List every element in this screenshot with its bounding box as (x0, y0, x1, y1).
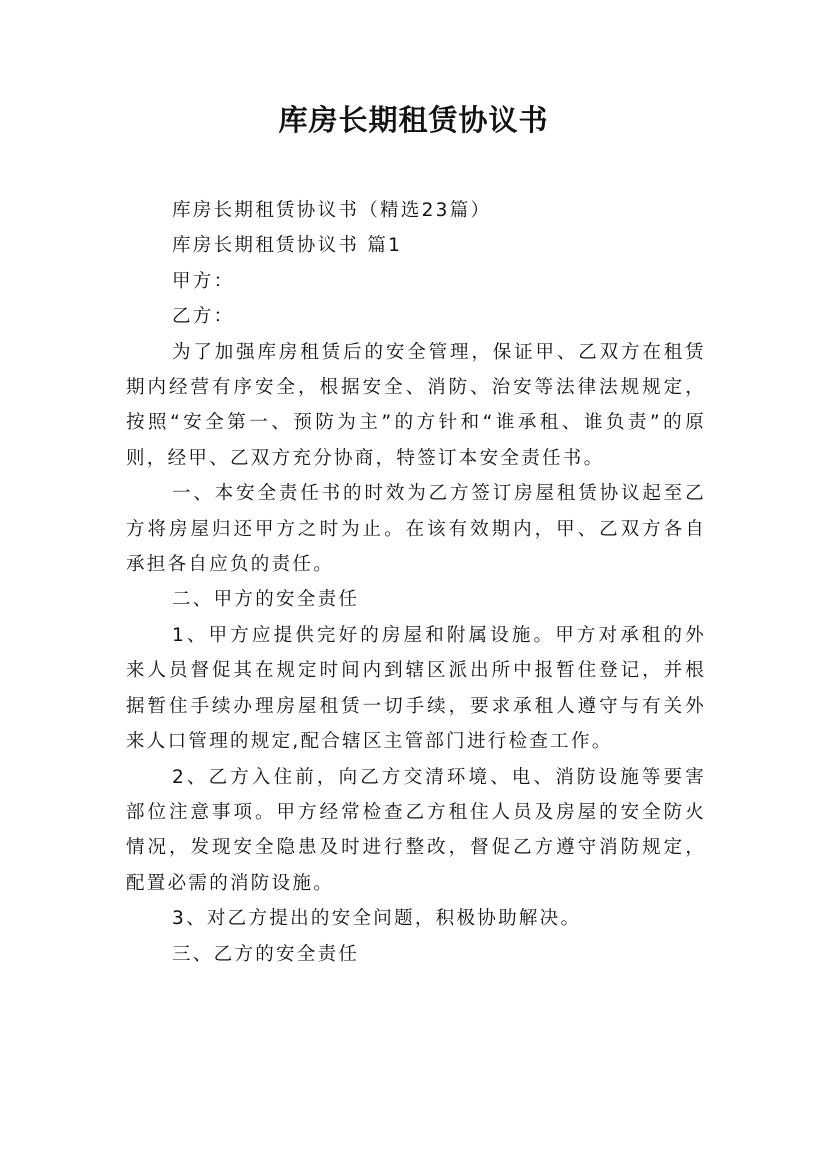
clause-paragraph: 2、乙方入住前，向乙方交清环境、电、消防设施等要害部位注意事项。甲方经常检查乙方租住人员及房屋的安全防火情况，发现安全隐患及时进行整改，督促乙方遵守消防规定，配置必需的消防设施。 (126, 766, 706, 894)
party-a-line: 甲方： (172, 270, 235, 292)
clause-heading: 三、乙方的安全责任 (172, 943, 360, 965)
document-title: 库房长期租赁协议书 (278, 103, 549, 137)
document-body (126, 193, 706, 972)
clause-heading: 二、甲方的安全责任 (172, 589, 360, 611)
clause-paragraph: 1、甲方应提供完好的房屋和附属设施。甲方对承租的外来人员督促其在规定时间内到辖区派出所中报暂住登记，并根据暂住手续办理房屋租赁一切手续，要求承租人遵守与有关外来人口管理的规定,配合辖区主管部门进行检查工作。 (126, 624, 706, 753)
party-b-line: 乙方： (172, 306, 235, 328)
clause-paragraph: 一、本安全责任书的时效为乙方签订房屋租赁协议起至乙方将房屋归还甲方之时为止。在该有效期内，甲、乙双方各自承担各自应负的责任。 (126, 483, 706, 576)
preamble-paragraph: 为了加强库房租赁后的安全管理，保证甲、乙双方在租赁期内经营有序安全，根据安全、消防、治安等法律法规规定，按照“安全第一、预防为主”的方针和“谁承租、谁负责”的原则，经甲、乙双方充分协商，特签订本安全责任书。 (126, 341, 706, 469)
section-heading: 库房长期租赁协议书 篇1 (172, 235, 403, 257)
clause-paragraph: 3、对乙方提出的安全问题，积极协助解决。 (172, 908, 582, 930)
subtitle-line: 库房长期租赁协议书（精选23篇） (172, 200, 492, 221)
